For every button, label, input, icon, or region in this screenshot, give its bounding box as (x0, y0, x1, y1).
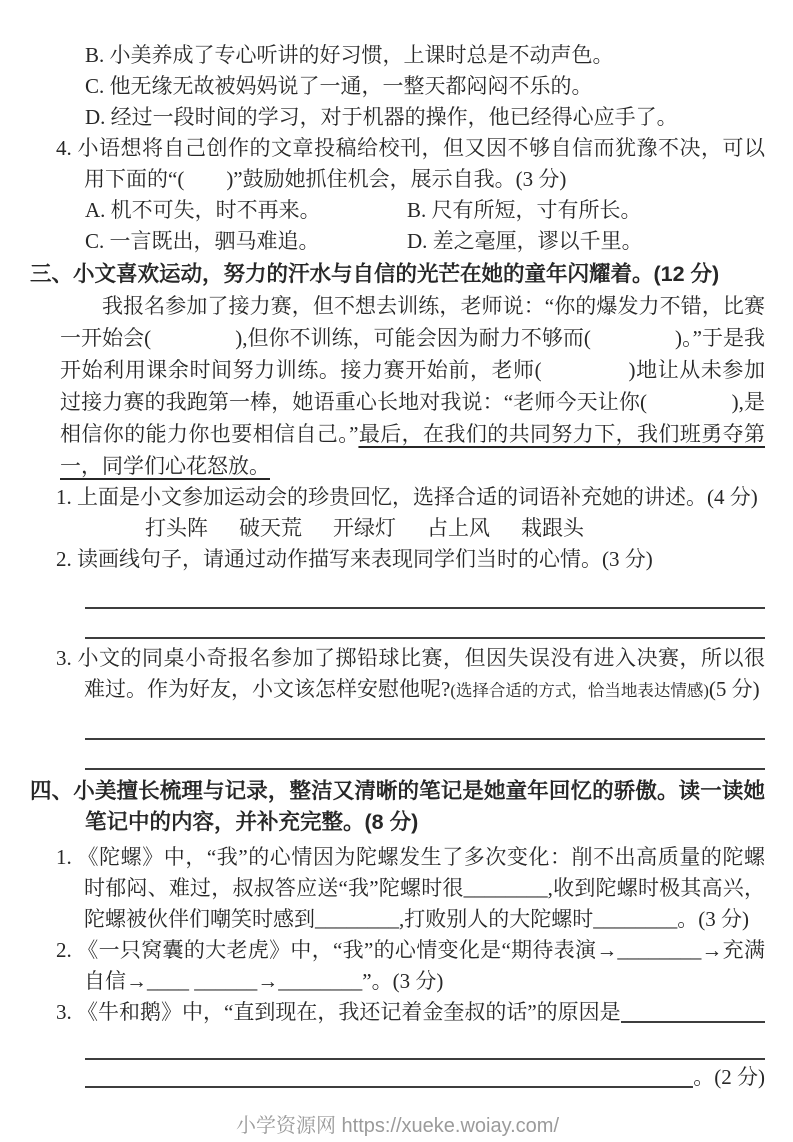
q4-option-a: A. 机不可失，时不再来。 (85, 198, 321, 222)
q4-option-d: D. 差之毫厘，谬以千里。 (407, 229, 643, 253)
option-d: D. 经过一段时间的学习，对于机器的操作，他已经得心应手了。 (85, 105, 678, 129)
answer-line (85, 581, 765, 609)
q3-method-note: (选择合适的方式，恰当地表达情感) (450, 681, 709, 700)
answer-line (85, 611, 765, 639)
answer-line (85, 1062, 693, 1088)
section-4-question-2: 2. 《一只窝囊的大老虎》中，“我”的心情变化是“期待表演→________→充满自信→____ ______→________”。(3 分) (56, 938, 765, 993)
option-b: B. 小美养成了专心听讲的好习惯，上课时总是不动声色。 (85, 43, 614, 67)
word-bank-item-2: 破天荒 (239, 516, 302, 540)
q3-score: (5 分) (708, 677, 760, 701)
word-bank-item-3: 开绿灯 (333, 516, 396, 540)
answer-line (85, 1032, 765, 1060)
answer-line (85, 742, 765, 770)
word-bank-item-4: 占上风 (427, 516, 490, 540)
question-4-stem: 4. 小语想将自己创作的文章投稿给校刊，但又因不够自信而犹豫不决，可以用下面的“( )”鼓励她抓住机会，展示自我。(3 分) (56, 136, 765, 191)
section-4-question-1: 1. 《陀螺》中，“我”的心情因为陀螺发生了多次变化：削不出高质量的陀螺时郁闷、难过，叔叔答应送“我”陀螺时很________,收到陀螺时极其高兴，陀螺被伙伴们嘲笑时感到________,打败别人的大陀螺时________。(3 分) (56, 845, 765, 931)
q4-option-c: C. 一言既出，驷马难追。 (85, 229, 320, 253)
site-watermark: 小学资源网 https://xueke.woiay.com/ (235, 1115, 560, 1137)
q3-main-text: 3. 小文的同桌小奇报名参加了掷铅球比赛，但因失误没有进入决赛，所以很难过。作为好友，小文该怎样安慰他呢? (56, 646, 765, 701)
final-answer-line (85, 1062, 765, 1093)
option-c: C. 他无缘无故被妈妈说了一通，一整天都闷闷不乐的。 (85, 74, 593, 98)
q4-option-b: B. 尺有所短，寸有所长。 (407, 198, 642, 222)
passage-main-text: 我报名参加了接力赛，但不想去训练，老师说：“你的爆发力不错，比赛一开始会( ),但你不训练，可能会因为耐力不够而( )。”于是我开始利用课余时间努力训练。接力赛开始前，老师( )地让从未参加过接力赛的我跑第一棒，她语重心长地对我说：“老师今天让你( ),是相信你的能力你也要相信自己。” (60, 294, 765, 446)
section-3-question-1: 1. 上面是小文参加运动会的珍贵回忆，选择合适的词语补充她的讲述。(4 分) (56, 485, 758, 509)
q3-score-tail: 。(2 分) (693, 1065, 765, 1089)
q3-lead-text: 3. 《牛和鹅》中，“直到现在，我还记着金奎叔的话”的原因是 (56, 1000, 621, 1024)
section-3-question-2: 2. 读画线句子，请通过动作描写来表现同学们当时的心情。(3 分) (56, 547, 653, 571)
inline-blank-line (621, 997, 765, 1023)
question-4-options (85, 195, 765, 257)
passage-underlined-sentence: 最后，在我们的共同努力下，我们班勇夺第一，同学们心花怒放。 (60, 422, 766, 478)
section-3-passage (60, 290, 765, 482)
section-3-header: 三、小文喜欢运动，努力的汗水与自信的光芒在她的童年闪耀着。(12 分) (30, 262, 720, 286)
word-bank-item-1: 打头阵 (145, 516, 208, 540)
section-3-question-3 (56, 643, 765, 706)
section-4-header: 四、小美擅长梳理与记录，整洁又清晰的笔记是她童年回忆的骄傲。读一读她笔记中的内容，并补充完整。(8 分) (30, 779, 765, 834)
answer-line (85, 712, 765, 740)
section-4-question-3 (56, 997, 765, 1028)
word-bank-item-5: 栽跟头 (521, 516, 584, 540)
word-bank (145, 513, 765, 544)
